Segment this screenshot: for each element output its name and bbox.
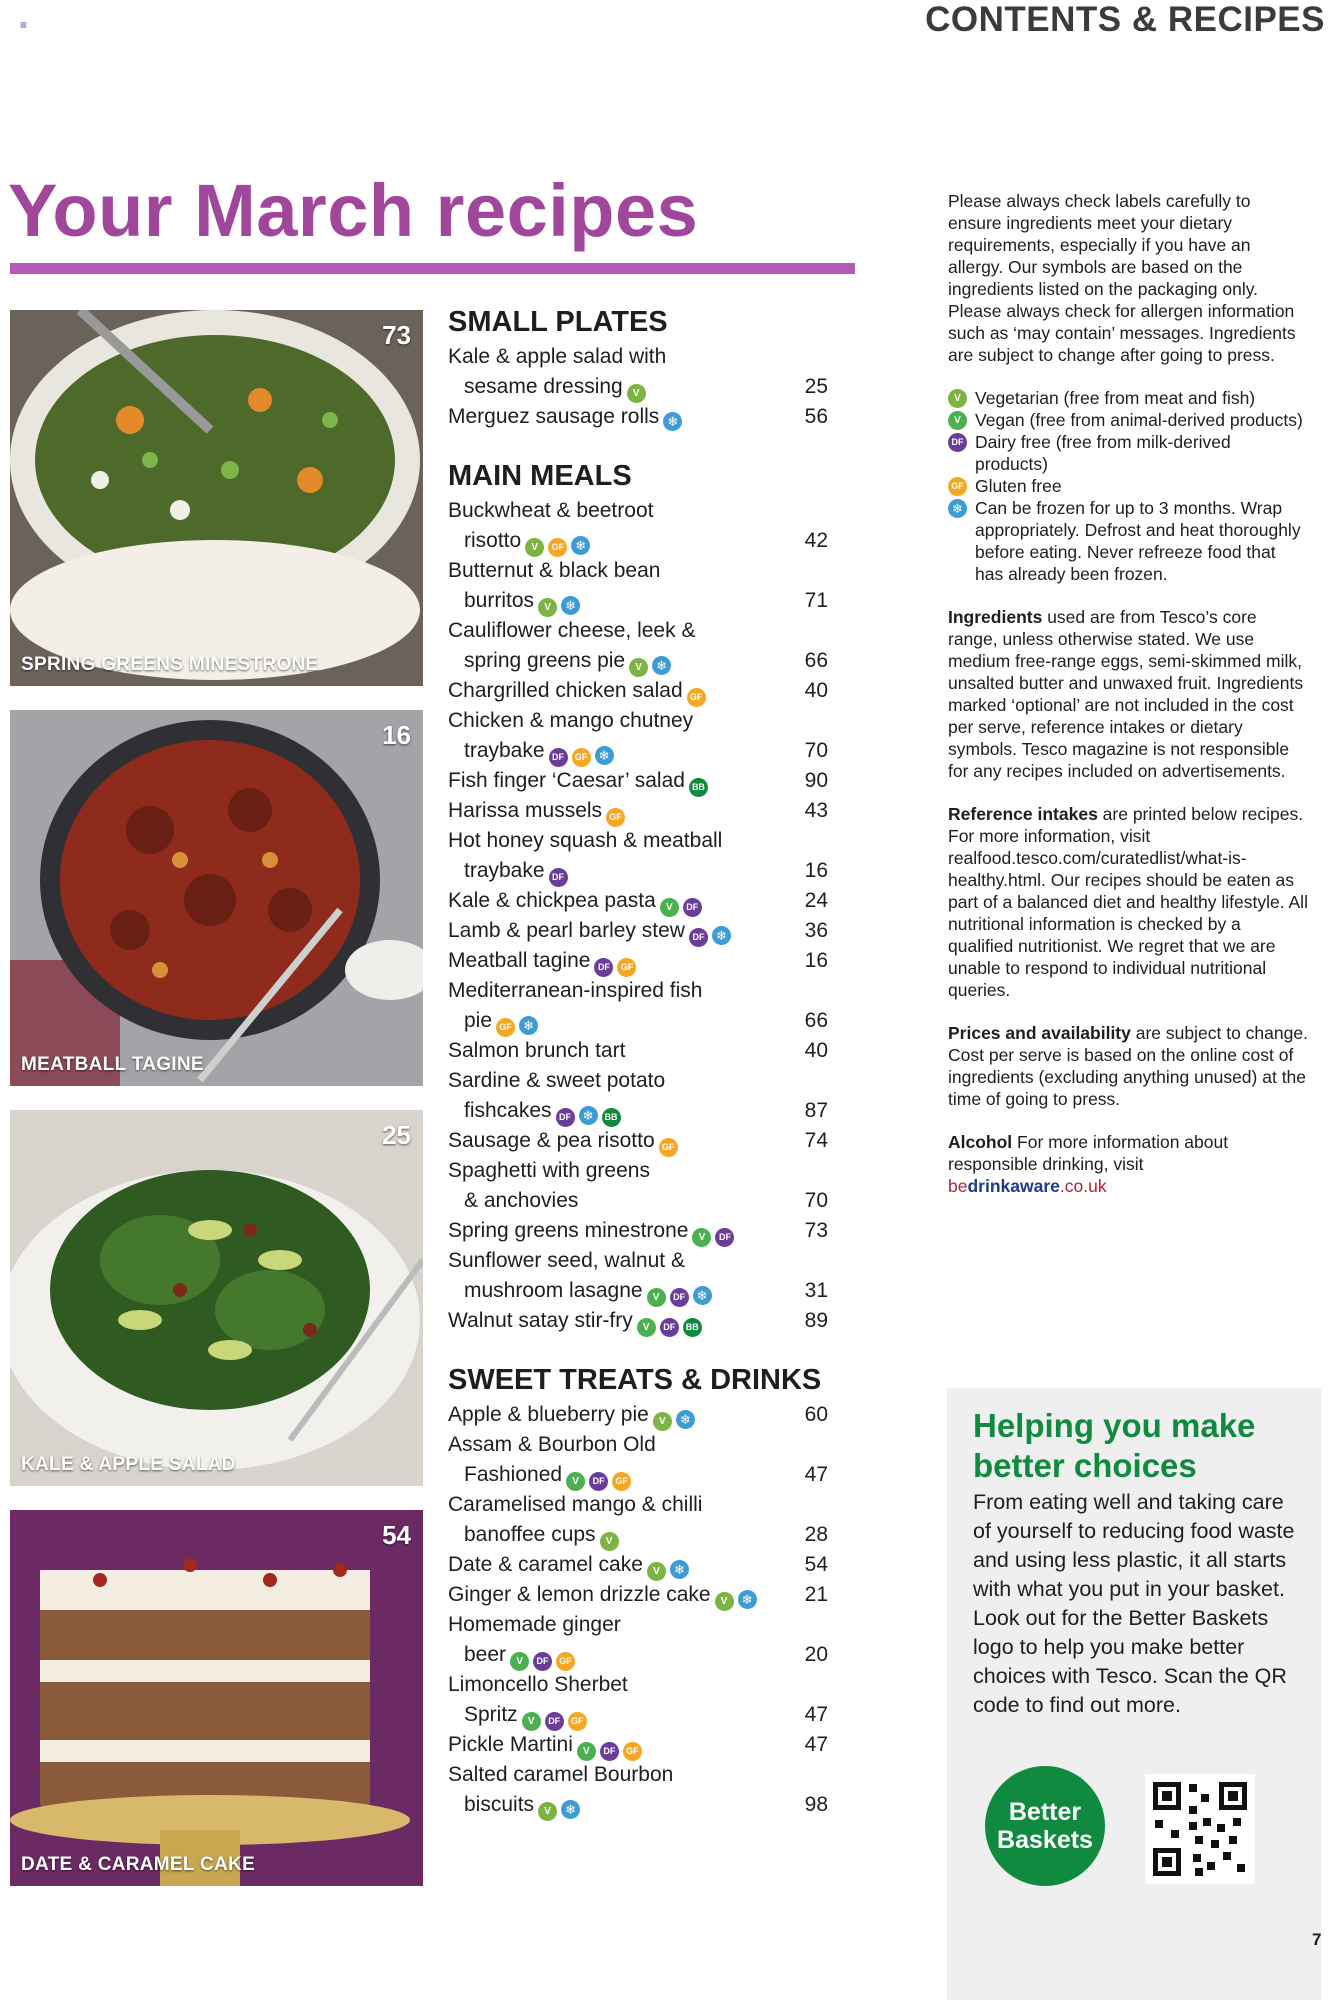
recipe-entry[interactable] <box>448 1400 828 1430</box>
prices-note <box>948 1022 1308 1110</box>
recipe-page-number: 74 <box>804 1129 828 1152</box>
recipe-page-number: 47 <box>804 1703 828 1726</box>
snowflake-icon: ❄ <box>948 499 967 518</box>
qr-code[interactable] <box>1145 1774 1255 1884</box>
recipe-entry[interactable] <box>448 796 828 826</box>
snowflake-icon: ❄ <box>670 1560 689 1579</box>
better-choices-panel <box>947 1388 1321 2000</box>
labels-note: Please always check labels carefully to ensure ingredients meet your dietary requirements, especially if you have an allergy. Our symbols are based on the ingredients listed on the packaging only. Please always check for allergen information such as ‘may contain’ messages. Ingredients are subject to change after going to press. <box>948 191 1296 365</box>
recipe-name: burritos <box>464 589 535 612</box>
recipe-name: Chargrilled chicken salad <box>448 679 683 702</box>
tagine-illustration <box>10 710 423 1086</box>
recipe-name: fishcakes <box>464 1099 552 1122</box>
recipe-entry[interactable] <box>448 916 828 946</box>
dairy-free-icon: DF <box>683 898 702 917</box>
recipe-page-number: 60 <box>804 1403 828 1426</box>
recipe-page-number: 42 <box>804 529 828 552</box>
recipe-entry-continued <box>448 1490 828 1520</box>
section-heading: SWEET TREATS & DRINKS <box>448 1364 822 1396</box>
recipe-entry[interactable] <box>448 1306 828 1336</box>
recipe-name: traybake <box>464 739 545 762</box>
recipe-entry[interactable] <box>448 372 828 402</box>
recipe-name: Sausage & pea risotto <box>448 1129 655 1152</box>
vegetarian-icon: V <box>525 538 544 557</box>
recipe-page-number: 25 <box>804 375 828 398</box>
key-dairy-free-text: Dairy free (free from milk-derived products) <box>975 432 1231 474</box>
recipe-name: Kale & chickpea pasta <box>448 889 656 912</box>
recipe-name: Salted caramel Bourbon <box>448 1763 674 1786</box>
dairy-free-icon: DF <box>670 1288 689 1307</box>
gluten-free-icon: GF <box>612 1472 631 1491</box>
recipe-entry-continued <box>448 706 828 736</box>
recipe-page-number: 24 <box>804 889 828 912</box>
snowflake-icon: ❄ <box>519 1016 538 1035</box>
dairy-free-icon: DF <box>689 928 708 947</box>
ingredients-text: used are from Tesco’s core range, unless otherwise stated. We use medium free-range eggs, semi-skimmed milk, unsalted butter and unwaxed fruit. Ingredients marked ‘optional’ are not included in the cost per serve, reference intakes or dietary symbols. Tesco magazine is not responsible for any recipes included on advertisements. <box>948 607 1304 781</box>
section-heading: SMALL PLATES <box>448 306 668 338</box>
reference-intakes-heading: Reference intakes <box>948 804 1098 824</box>
recipe-name: Assam & Bourbon Old <box>448 1433 656 1456</box>
gluten-free-icon: GF <box>496 1018 515 1037</box>
photo-kale-apple-salad <box>10 1110 423 1486</box>
recipe-entry-continued <box>448 1066 828 1096</box>
better-baskets-icon: BB <box>683 1318 702 1337</box>
recipe-page-number: 31 <box>804 1279 828 1302</box>
recipe-name: Hot honey squash & meatball <box>448 829 723 852</box>
drinkaware-link[interactable] <box>948 1176 1107 1196</box>
recipe-entry[interactable] <box>448 1036 828 1066</box>
recipe-name: traybake <box>464 859 545 882</box>
dairy-free-icon: DF <box>600 1742 619 1761</box>
recipe-page-number: 16 <box>804 949 828 972</box>
recipe-page-number: 40 <box>804 679 828 702</box>
recipe-page-number: 71 <box>804 589 828 612</box>
recipe-page-number: 47 <box>804 1733 828 1756</box>
recipe-entry-continued <box>448 1760 828 1790</box>
recipe-page-number: 43 <box>804 799 828 822</box>
photo-caption: SPRING GREENS MINESTRONE <box>21 654 319 675</box>
recipe-entry[interactable] <box>448 766 828 796</box>
section-header: CONTENTS & RECIPES <box>925 0 1325 39</box>
vegetarian-icon: V <box>647 1562 666 1581</box>
vegetarian-icon: V <box>715 1592 734 1611</box>
recipe-page-number: 87 <box>804 1099 828 1122</box>
recipe-entry-continued <box>448 1156 828 1186</box>
vegan-icon: V <box>637 1318 656 1337</box>
better-baskets-logo <box>985 1766 1105 1886</box>
recipe-entry[interactable] <box>448 946 828 976</box>
key-gluten-free <box>948 475 1308 497</box>
gluten-free-icon: GF <box>556 1652 575 1671</box>
recipe-name: Ginger & lemon drizzle cake <box>448 1583 711 1606</box>
recipe-entry[interactable] <box>448 1186 828 1216</box>
recipe-entry[interactable] <box>448 1520 828 1550</box>
recipe-page-number: 40 <box>804 1039 828 1062</box>
recipe-entry[interactable] <box>448 1550 828 1580</box>
key-gluten-free-text: Gluten free <box>975 476 1062 496</box>
recipe-entry[interactable] <box>448 1460 828 1490</box>
photo-caption: MEATBALL TAGINE <box>21 1054 204 1075</box>
recipe-name: Pickle Martini <box>448 1733 573 1756</box>
recipe-name: Butternut & black bean <box>448 559 661 582</box>
recipe-entry-continued <box>448 342 828 372</box>
section-spacer <box>448 1336 828 1362</box>
alcohol-heading: Alcohol <box>948 1132 1013 1152</box>
key-vegan-text: Vegan (free from animal-derived products) <box>975 410 1303 430</box>
recipe-entry[interactable] <box>448 1126 828 1156</box>
panel-title: Helping you make better choices <box>973 1407 1256 1484</box>
recipe-page-number: 28 <box>804 1523 828 1546</box>
recipe-page-number: 73 <box>804 1219 828 1242</box>
gluten-free-icon: GF <box>659 1138 678 1157</box>
recipe-entry[interactable] <box>448 1216 828 1246</box>
recipe-page-number: 70 <box>804 1189 828 1212</box>
recipe-name: Lamb & pearl barley stew <box>448 919 685 942</box>
photo-page-number: 54 <box>382 1520 411 1550</box>
gluten-free-icon: GF <box>623 1742 642 1761</box>
reference-intakes-note <box>948 803 1308 1001</box>
recipe-name: mushroom lasagne <box>464 1279 643 1302</box>
recipe-entry-continued <box>448 496 828 526</box>
section-heading: MAIN MEALS <box>448 460 632 492</box>
key-freeze-text: Can be frozen for up to 3 months. Wrap appropriately. Defrost and heat thoroughly before eating. Never refreeze food that has already been frozen. <box>975 498 1301 584</box>
gluten-free-icon: GF <box>617 958 636 977</box>
photo-page-number: 73 <box>382 320 411 350</box>
recipe-name: Spritz <box>464 1703 518 1726</box>
recipe-entry[interactable] <box>448 1580 828 1610</box>
recipe-entry[interactable] <box>448 1006 828 1036</box>
recipe-entry[interactable] <box>448 586 828 616</box>
recipe-entry[interactable] <box>448 402 828 432</box>
recipe-entry[interactable] <box>448 886 828 916</box>
snowflake-icon: ❄ <box>676 1410 695 1429</box>
photo-date-caramel-cake <box>10 1510 423 1886</box>
recipe-name: Meatball tagine <box>448 949 591 972</box>
vegan-icon: V <box>566 1472 585 1491</box>
photo-page-number: 16 <box>382 720 411 750</box>
recipe-name: Limoncello Sherbet <box>448 1673 628 1696</box>
recipe-name: Fish finger ‘Caesar’ salad <box>448 769 685 792</box>
recipe-entry[interactable] <box>448 646 828 676</box>
ingredients-heading: Ingredients <box>948 607 1043 627</box>
recipe-name: beer <box>464 1643 507 1666</box>
recipe-entry[interactable] <box>448 1096 828 1126</box>
better-baskets-icon: BB <box>689 778 708 797</box>
snowflake-icon: ❄ <box>571 536 590 555</box>
recipe-name: Sunflower seed, walnut & <box>448 1249 685 1272</box>
recipe-name: Chicken & mango chutney <box>448 709 694 732</box>
snowflake-icon: ❄ <box>561 1800 580 1819</box>
recipe-name: Cauliflower cheese, leek & <box>448 619 696 642</box>
key-vegan <box>948 409 1308 431</box>
panel-body: From eating well and taking care of yourself to reducing food waste and using less plastic, it all starts with what you put in your basket. Look out for the Better Baskets logo to help you make better choices with Tesco. Scan the QR code to find out more. <box>973 1490 1295 1717</box>
recipe-entry-continued <box>448 556 828 586</box>
dairy-free-icon: DF <box>589 1472 608 1491</box>
snowflake-icon: ❄ <box>663 412 682 431</box>
salad-illustration <box>10 1110 423 1486</box>
recipe-name: Merguez sausage rolls <box>448 405 660 428</box>
gluten-free-icon: GF <box>606 808 625 827</box>
ingredients-note <box>948 606 1308 782</box>
recipe-name: spring greens pie <box>464 649 626 672</box>
recipe-name: banoffee cups <box>464 1523 596 1546</box>
recipe-name: Harissa mussels <box>448 799 603 822</box>
recipe-name: Spring greens minestrone <box>448 1219 689 1242</box>
recipe-name: Date & caramel cake <box>448 1553 643 1576</box>
photo-meatball-tagine <box>10 710 423 1086</box>
recipe-name: Apple & blueberry pie <box>448 1403 649 1426</box>
recipe-entry-continued <box>448 1610 828 1640</box>
recipe-page-number: 16 <box>804 859 828 882</box>
prices-text: are subject to change. Cost per serve is based on the online cost of ingredients (excluding anything unused) at the time of going to press. <box>948 1023 1308 1109</box>
key-dairy-free <box>948 431 1308 475</box>
vegetarian-icon: V <box>627 384 646 403</box>
vegetarian-icon: V <box>538 598 557 617</box>
recipe-page-number: 66 <box>804 1009 828 1032</box>
gluten-free-icon: GF <box>572 748 591 767</box>
gluten-free-icon: GF <box>568 1712 587 1731</box>
recipe-page-number: 21 <box>804 1583 828 1606</box>
recipe-entry[interactable] <box>448 1276 828 1306</box>
vegetarian-icon: V <box>653 1412 672 1431</box>
dairy-free-icon: DF <box>660 1318 679 1337</box>
recipe-page-number: 20 <box>804 1643 828 1666</box>
recipe-page-number: 89 <box>804 1309 828 1332</box>
recipe-page-number: 36 <box>804 919 828 942</box>
recipe-entry[interactable] <box>448 856 828 886</box>
recipe-name: Fashioned <box>464 1463 563 1486</box>
symbol-key <box>948 387 1308 585</box>
photo-page-number: 25 <box>382 1120 411 1150</box>
recipe-name: Homemade ginger <box>448 1613 621 1636</box>
dairy-free-icon: DF <box>545 1712 564 1731</box>
minestrone-illustration <box>10 310 423 686</box>
recipe-entry[interactable] <box>448 1640 828 1670</box>
recipe-name: Caramelised mango & chilli <box>448 1493 703 1516</box>
recipe-name: Buckwheat & beetroot <box>448 499 654 522</box>
menu-icon[interactable]: ≡ <box>20 18 28 32</box>
prices-heading: Prices and availability <box>948 1023 1131 1043</box>
page-title: Your March recipes <box>8 169 699 252</box>
qr-code-icon <box>1145 1774 1255 1884</box>
vegetarian-icon: V <box>629 658 648 677</box>
recipe-name: Spaghetti with greens <box>448 1159 650 1182</box>
recipe-entry-continued <box>448 1246 828 1276</box>
snowflake-icon: ❄ <box>652 656 671 675</box>
drinkaware-part: be <box>948 1176 968 1196</box>
dairy-free-icon: DF <box>594 958 613 977</box>
recipe-page-number: 70 <box>804 739 828 762</box>
recipe-entry-continued <box>448 1670 828 1700</box>
recipe-name: Salmon brunch tart <box>448 1039 626 1062</box>
recipe-name: Sardine & sweet potato <box>448 1069 666 1092</box>
vegetarian-icon: V <box>948 389 967 408</box>
vegan-icon: V <box>510 1652 529 1671</box>
recipe-name: risotto <box>464 529 522 552</box>
drinkaware-part: .co.uk <box>1059 1176 1107 1196</box>
better-baskets-icon: BB <box>602 1108 621 1127</box>
recipe-page-number: 66 <box>804 649 828 672</box>
dairy-free-icon: DF <box>533 1652 552 1671</box>
recipe-entry-continued <box>448 1430 828 1460</box>
recipe-name: Kale & apple salad with <box>448 345 667 368</box>
alcohol-text: For more information about responsible drinking, visit <box>948 1132 1229 1174</box>
vegan-icon: V <box>948 411 967 430</box>
key-vegetarian-text: Vegetarian (free from meat and fish) <box>975 388 1256 408</box>
dairy-free-icon: DF <box>556 1108 575 1127</box>
recipe-name: biscuits <box>464 1793 535 1816</box>
recipe-page-number: 47 <box>804 1463 828 1486</box>
section-spacer <box>448 432 828 458</box>
recipe-entry-continued <box>448 826 828 856</box>
vegan-icon: V <box>660 898 679 917</box>
info-column <box>948 190 1308 1218</box>
dairy-free-icon: DF <box>948 433 967 452</box>
photo-caption: DATE & CARAMEL CAKE <box>21 1854 256 1875</box>
recipe-entry[interactable] <box>448 526 828 556</box>
snowflake-icon: ❄ <box>595 746 614 765</box>
dairy-free-icon: DF <box>715 1228 734 1247</box>
dairy-free-icon: DF <box>549 868 568 887</box>
snowflake-icon: ❄ <box>561 596 580 615</box>
snowflake-icon: ❄ <box>693 1286 712 1305</box>
photo-caption: KALE & APPLE SALAD <box>21 1454 236 1475</box>
drinkaware-part: drinkaware <box>967 1176 1060 1196</box>
recipe-entry[interactable] <box>448 1730 828 1760</box>
page-number: 7 <box>1312 1930 1322 1949</box>
snowflake-icon: ❄ <box>738 1590 757 1609</box>
snowflake-icon: ❄ <box>579 1106 598 1125</box>
reference-intakes-text: are printed below recipes. For more information, visit realfood.tesco.com/curatedlist/what-is-healthy.html. Our recipes should be eaten as part of a balanced diet and healthy lifestyle. All nutritional information is checked by a qualified nutritionist. We regret that we are unable to respond to individual nutritional queries. <box>948 804 1308 1000</box>
vegan-icon: V <box>577 1742 596 1761</box>
snowflake-icon: ❄ <box>712 926 731 945</box>
recipe-entry[interactable] <box>448 736 828 766</box>
recipe-page-number: 56 <box>804 405 828 428</box>
recipe-entry[interactable] <box>448 676 828 706</box>
key-vegetarian <box>948 387 1308 409</box>
recipe-page-number: 54 <box>804 1553 828 1576</box>
vegan-icon: V <box>522 1712 541 1731</box>
recipe-name: Mediterranean-inspired fish <box>448 979 703 1002</box>
recipe-page-number: 98 <box>804 1793 828 1816</box>
recipe-entry-continued <box>448 616 828 646</box>
recipe-name: pie <box>464 1009 493 1032</box>
recipe-name: Walnut satay stir-fry <box>448 1309 633 1332</box>
recipe-page-number: 90 <box>804 769 828 792</box>
dairy-free-icon: DF <box>549 748 568 767</box>
vegan-icon: V <box>647 1288 666 1307</box>
recipe-entry[interactable] <box>448 1700 828 1730</box>
vegetarian-icon: V <box>600 1532 619 1551</box>
recipe-name: sesame dressing <box>464 375 623 398</box>
vegan-icon: V <box>692 1228 711 1247</box>
recipe-name: & anchovies <box>464 1189 579 1212</box>
photo-spring-greens-minestrone <box>10 310 423 686</box>
alcohol-note <box>948 1131 1308 1197</box>
cake-illustration <box>10 1510 423 1886</box>
gluten-free-icon: GF <box>948 477 967 496</box>
logo-line: Better <box>1008 1798 1082 1826</box>
vegetarian-icon: V <box>538 1802 557 1821</box>
recipe-contents <box>448 304 828 1820</box>
logo-line: Baskets <box>997 1826 1093 1854</box>
gluten-free-icon: GF <box>548 538 567 557</box>
recipe-entry-continued <box>448 976 828 1006</box>
title-underline <box>10 263 855 274</box>
key-freeze <box>948 497 1308 585</box>
recipe-entry[interactable] <box>448 1790 828 1820</box>
gluten-free-icon: GF <box>687 688 706 707</box>
